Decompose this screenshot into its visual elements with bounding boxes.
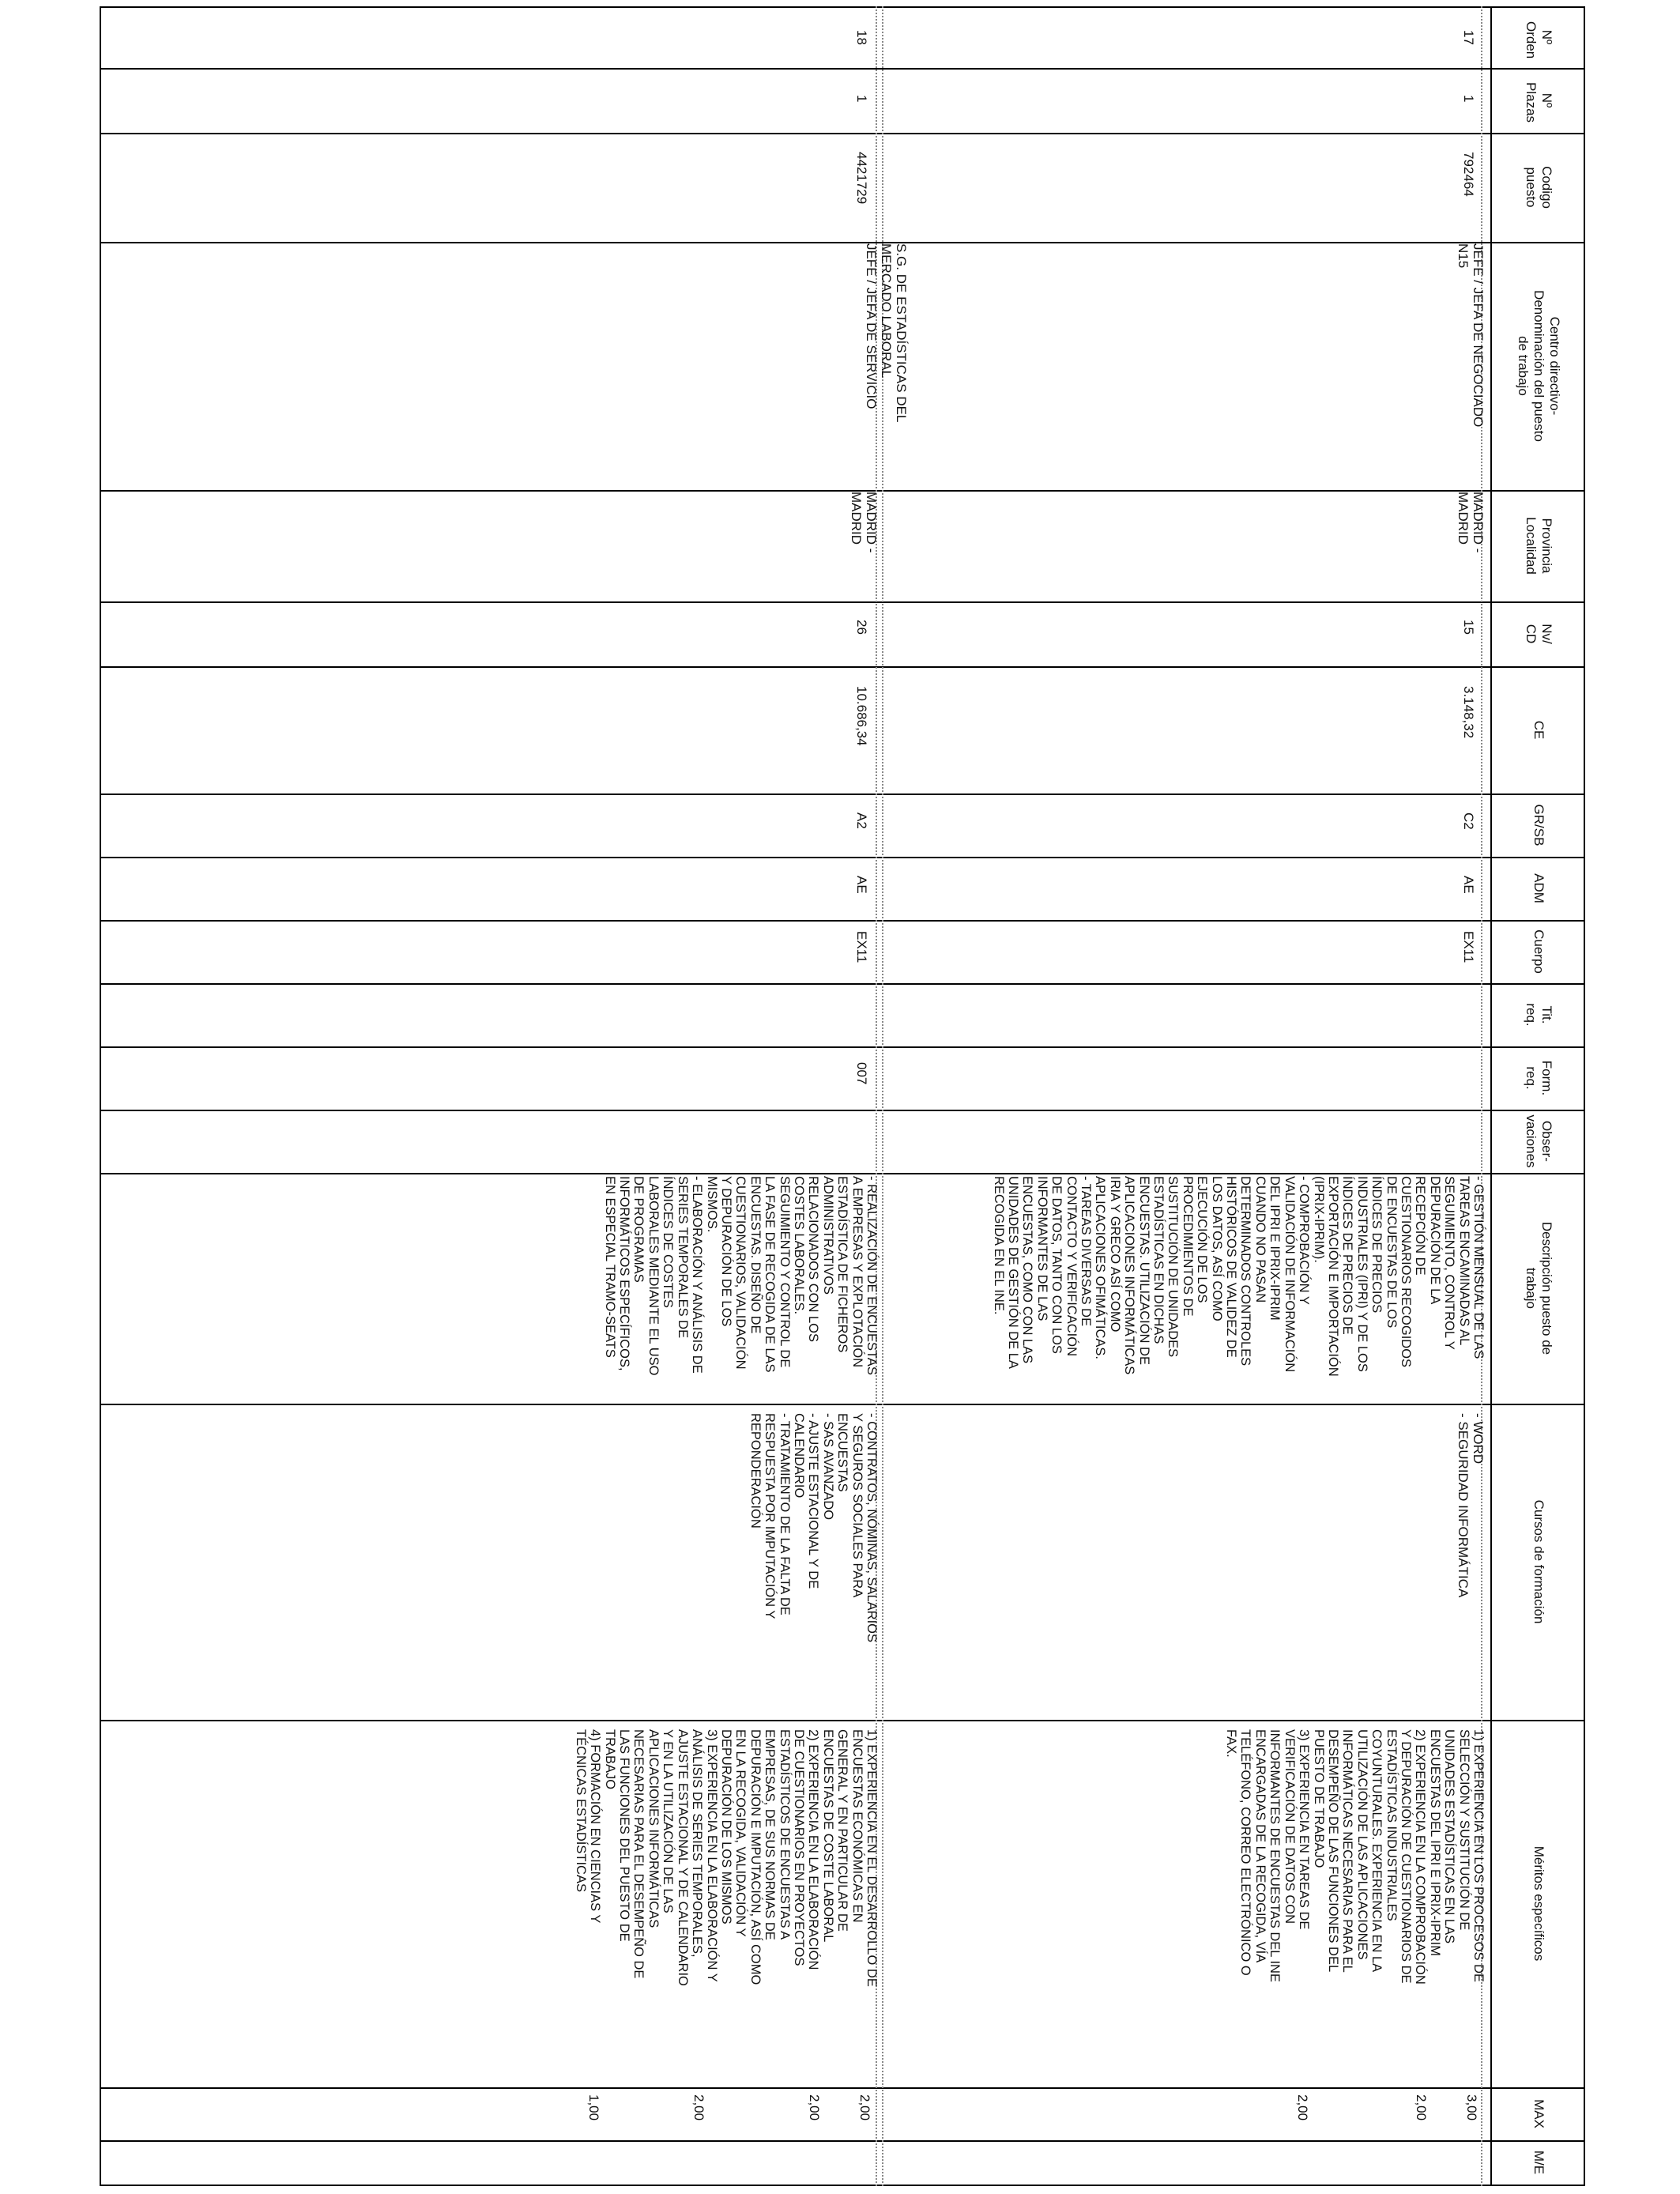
row-18-centro-group: S.G. DE ESTADÍSTICAS DEL MERCADO LABORAL [879,243,909,423]
row-17-denominacion: JEFE / JEFA DE NEGOCIADO N15 [1456,243,1486,428]
header-observaciones: Obser- vaciones [1524,1114,1554,1168]
header-grupo: GR/SB [1531,804,1546,846]
row-18-denominacion: JEFE / JEFA DE SERVICIO [864,243,879,409]
header-orden: Nº Orden [1524,21,1554,59]
header-meritos: Méritos específicos [1531,1845,1546,1962]
row-17-ce: 3.148,32 [1461,686,1476,739]
column-divider [100,1404,1585,1405]
table-bottom-border [100,6,101,2186]
header-me: M/E [1531,2150,1546,2175]
row-17-descripcion: - GESTIÓN MENSUAL DE LAS TAREAS ENCAMINADAS AL SEGUIMIENTO, CONTROL Y DEPURACIÓN DE LA RECEPCIÓN DE CUESTIONARIOS RECOGIDOS DE ENCUESTAS DE LOS ÍNDICES DE PRECIOS INDUSTRIALES (IPRI) Y DE LOS ÍNDICES DE PRECIOS DE EXPORTACIÓN E IMPORTACIÓN (IPRIX-IPRIM). - COMPROBACIÓN Y VALIDACIÓN DE INFORMACIÓN DEL IPRI E IPRIX-IPRIM CUANDO NO PASAN DETERMINADOS CONTROLES HISTÓRICOS DE VALIDEZ DE LOS DATOS, ASÍ COMO EJECUCIÓN DE LOS PROCEDIMIENTOS DE SUSTITUCIÓN DE UNIDADES ESTADÍSTICAS EN DICHAS ENCUESTAS. UTILIZACIÓN DE APLICACIONES INFORMÁTICAS IRIA Y GRECO ASÍ COMO APLICACIONES OFIMÁTICAS. - TAREAS DIVERSAS DE CONTACTO Y VERIFICACIÓN DE DATOS, TANTO CON LOS INFORMANTES DE LAS ENCUESTAS, COMO CON LAS UNIDADES DE GESTIÓN DE LA RECOGIDA EN EL INE. [991,1176,1486,1377]
row-17-provincia: MADRID - MADRID [1456,492,1486,553]
row-17-codigo: 792464 [1461,152,1476,197]
row-18-descripcion: - REALIZACIÓN DE ENCUESTAS A EMPRESAS Y EXPLOTACIÓN ESTADÍSTICA DE FICHEROS ADMINISTRATIVOS RELACIONADOS CON LOS COSTES LABORALES. SEGUIMIENTO Y CONTROL DE LA FASE DE RECOGIDA DE LAS ENCUESTAS. DISEÑO DE CUESTIONARIOS, VALIDACIÓN Y DEPURACIÓN DE LOS MISMOS. - ELABORACIÓN Y ANÁLISIS DE SERIES TEMPORALES DE ÍNDICES DE COSTES LABORALES MEDIANTE EL USO DE PROGRAMAS INFORMÁTICOS ESPECÍFICOS, EN ESPECIAL TRAMO-SEATS [602,1176,879,1376]
column-divider [100,1720,1585,1721]
header-bottom-border [1490,6,1492,2186]
header-titulacion: Tit. req. [1524,1003,1554,1027]
row-17-orden: 17 [1461,30,1476,45]
row-17-max-3: 2,00 [1295,2094,1310,2121]
column-divider [100,2087,1585,2089]
row-17-cuerpo: EX11 [1461,931,1476,963]
column-divider [100,1046,1585,1048]
row-18-provincia: MADRID - MADRID [849,492,879,553]
row-18-nivel: 26 [854,620,869,635]
header-max: MAX [1531,2099,1546,2128]
row-18-max-4: 1,00 [586,2094,601,2121]
row-18-grupo: A2 [854,812,869,829]
header-nivel: Nv/ CD [1524,624,1554,644]
header-cursos: Cursos de formación [1531,1499,1546,1624]
row-18-formacion: 007 [854,1062,869,1085]
row-17-adm: AE [1461,876,1476,894]
header-centro: Centro directivo- Denominación del puesto de trabajo [1516,290,1562,442]
row-18-max-2: 2,00 [807,2094,822,2121]
header-codigo: Codigo puesto [1524,166,1554,213]
column-divider [100,794,1585,795]
row-18-adm: AE [854,876,869,894]
row-17-max-1: 3,00 [1464,2094,1479,2121]
row-17-cursos: - WORD - SEGURIDAD INFORMÁTICA [1456,1413,1486,1598]
column-divider [100,2140,1585,2142]
header-provincia: Provincia Localidad [1524,517,1554,575]
table-top-border [1584,6,1585,2186]
row-17-grupo: C2 [1461,812,1476,830]
row-18-plazas: 1 [854,95,869,103]
header-formacion: Form. req. [1524,1060,1554,1096]
column-divider [100,601,1585,603]
column-divider [100,2185,1585,2186]
header-descripcion: Descripción puesto de trabajo [1524,1221,1554,1355]
row-18-orden: 18 [854,30,869,45]
column-divider [100,1110,1585,1111]
column-divider [100,1173,1585,1174]
row-18-max-1: 2,00 [857,2094,872,2121]
header-adm: ADM [1531,873,1546,903]
row-18-meritos: 1) EXPERIENCIA EN EL DESARROLLO DE ENCUESTAS ECONÓMICAS EN GENERAL Y EN PARTICULAR DE ENCUESTAS DE COSTE LABORAL 2) EXPERIENCIA EN LA ELABORACIÓN DE CUESTIONARIOS EN PROYECTOS ESTADÍSTICOS DE ENCUESTAS A EMPRESAS, DE SUS NORMAS DE DEPURACIÓN E IMPUTACIÓN, ASÍ COMO EN LA RECOGIDA, VALIDACIÓN Y DEPURACIÓN DE LOS MISMOS 3) EXPERIENCIA EN LA ELABORACIÓN Y ANÁLISIS DE SERIES TEMPORALES, AJUSTE ESTACIONAL Y DE CALENDARIO Y EN LA UTILIZACIÓN DE LAS APLICACIONES INFORMÁTICAS NECESARIAS PARA EL DESEMPEÑO DE LAS FUNCIONES DEL PUESTO DE TRABAJO 4) FORMACIÓN EN CIENCIAS Y TÉCNICAS ESTADÍSTICAS [573,1729,879,1987]
header-cuerpo: Cuerpo [1531,929,1546,974]
row-17-plazas: 1 [1461,95,1476,103]
row-17-max-2: 2,00 [1414,2094,1429,2121]
column-divider [100,242,1585,243]
row-18-max-3: 2,00 [691,2094,706,2121]
row-18-cuerpo: EX11 [854,931,869,963]
column-divider [100,6,1585,8]
header-plazas: Nº Plazas [1524,82,1554,123]
header-ce: CE [1531,720,1546,740]
row-17-nivel: 15 [1461,620,1476,635]
row-18-cursos: - CONTRATOS, NÓMINAS, SALARIOS Y SEGUROS SOCIALES PARA ENCUESTAS - SAS AVANZADO - AJUSTE ESTACIONAL Y DE CALENDARIO - TRATAMIENTO DE LA FALTA DE RESPUESTA POR IMPUTACIÓN Y REPONDERACIÓN [748,1413,879,1643]
row-18-codigo: 4421729 [854,152,869,205]
rotated-table [100,6,1585,2186]
column-divider [100,666,1585,668]
column-divider [100,490,1585,492]
column-divider [100,920,1585,922]
column-divider [100,857,1585,858]
column-divider [100,983,1585,985]
row-18-ce: 10.686,34 [854,686,869,746]
column-divider [100,68,1585,70]
column-divider [100,133,1585,134]
row-17-meritos: 1) EXPERIENCIA EN LOS PROCESOS DE SELECCIÓN Y SUSTITUCIÓN DE UNIDADES ESTADÍSTICAS EN LAS ENCUESTAS DEL IPRI E IPRIX-IPRIM 2) EXPERIENCIA EN LA COMPROBACIÓN Y DEPURACIÓN DE CUESTIONARIOS DE ESTADÍSTICAS INDUSTRIALES COYUNTURALES. EXPERIENCIA EN LA UTILIZACIÓN DE LAS APLICACIONES INFORMÁTICAS NECESARIAS PARA EL DESEMPEÑO DE LAS FUNCIONES DEL PUESTO DE TRABAJO 3) EXPERIENCIA EN TAREAS DE VERIFICACIÓN DE DATOS CON INFORMANTES DE ENCUESTAS DEL INE ENCARGADAS DE LA RECOGIDA, VÍA TELÉFONO, CORREO ELECTRÓNICO O FAX. [1224,1729,1486,1985]
